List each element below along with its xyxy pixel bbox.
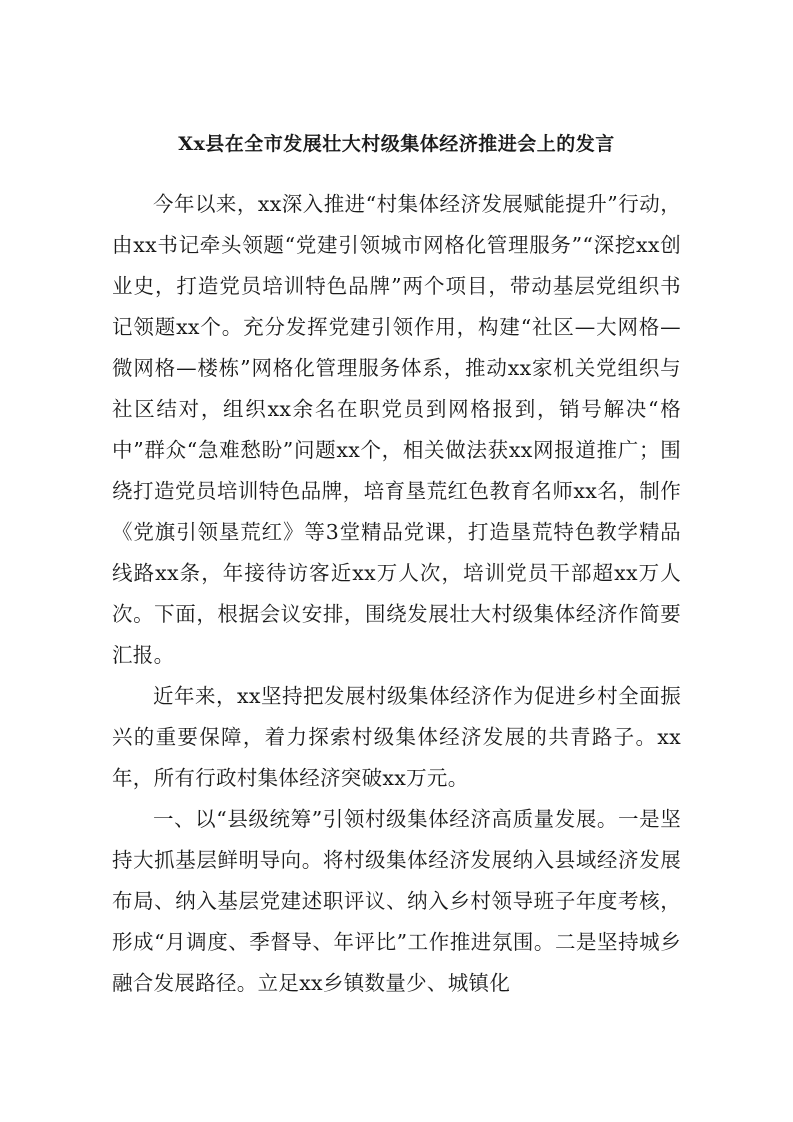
paragraph-intro: 今年以来，xx深入推进“村集体经济发展赋能提升”行动，由xx书记牵头领题“党建引领城市网格化管理服务”“深挖xx创业史，打造党员培训特色品牌”两个项目，带动基层党组织书记领题xx个。充分发挥党建引领作用，构建“社区—大网格—微网格—楼栋”网格化管理服务体系，推动xx家机关党组织与社区结对，组织xx余名在职党员到网格报到，销号解决“格中”群众“急难愁盼”问题xx个，相关做法获xx网报道推广；围绕打造党员培训特色品牌，培育垦荒红色教育名师xx名，制作《党旗引领垦荒红》等3堂精品党课，打造垦荒特色教学精品线路xx条，年接待访客近xx万人次，培训党员干部超xx万人次。下面，根据会议安排，围绕发展壮大村级集体经济作简要汇报。 [112, 192, 681, 667]
paragraph-section-one: 一、以“县级统筹”引领村级集体经济高质量发展。一是坚持大抓基层鲜明导向。将村级集体经济发展纳入县域经济发展布局、纳入基层党建述职评议、纳入乡村领导班子年度考核，形成“月调度、季督导、年评比”工作推进氛围。二是坚持城乡融合发展路径。立足xx乡镇数量少、城镇化 [112, 807, 681, 995]
document-title: Xx县在全市发展壮大村级集体经济推进会上的发言 [178, 133, 615, 155]
paragraph-overview: 近年来，xx坚持把发展村级集体经济作为促进乡村全面振兴的重要保障，着力探索村级集体经济发展的共青路子。xx年，所有行政村集体经济突破xx万元。 [112, 684, 681, 790]
